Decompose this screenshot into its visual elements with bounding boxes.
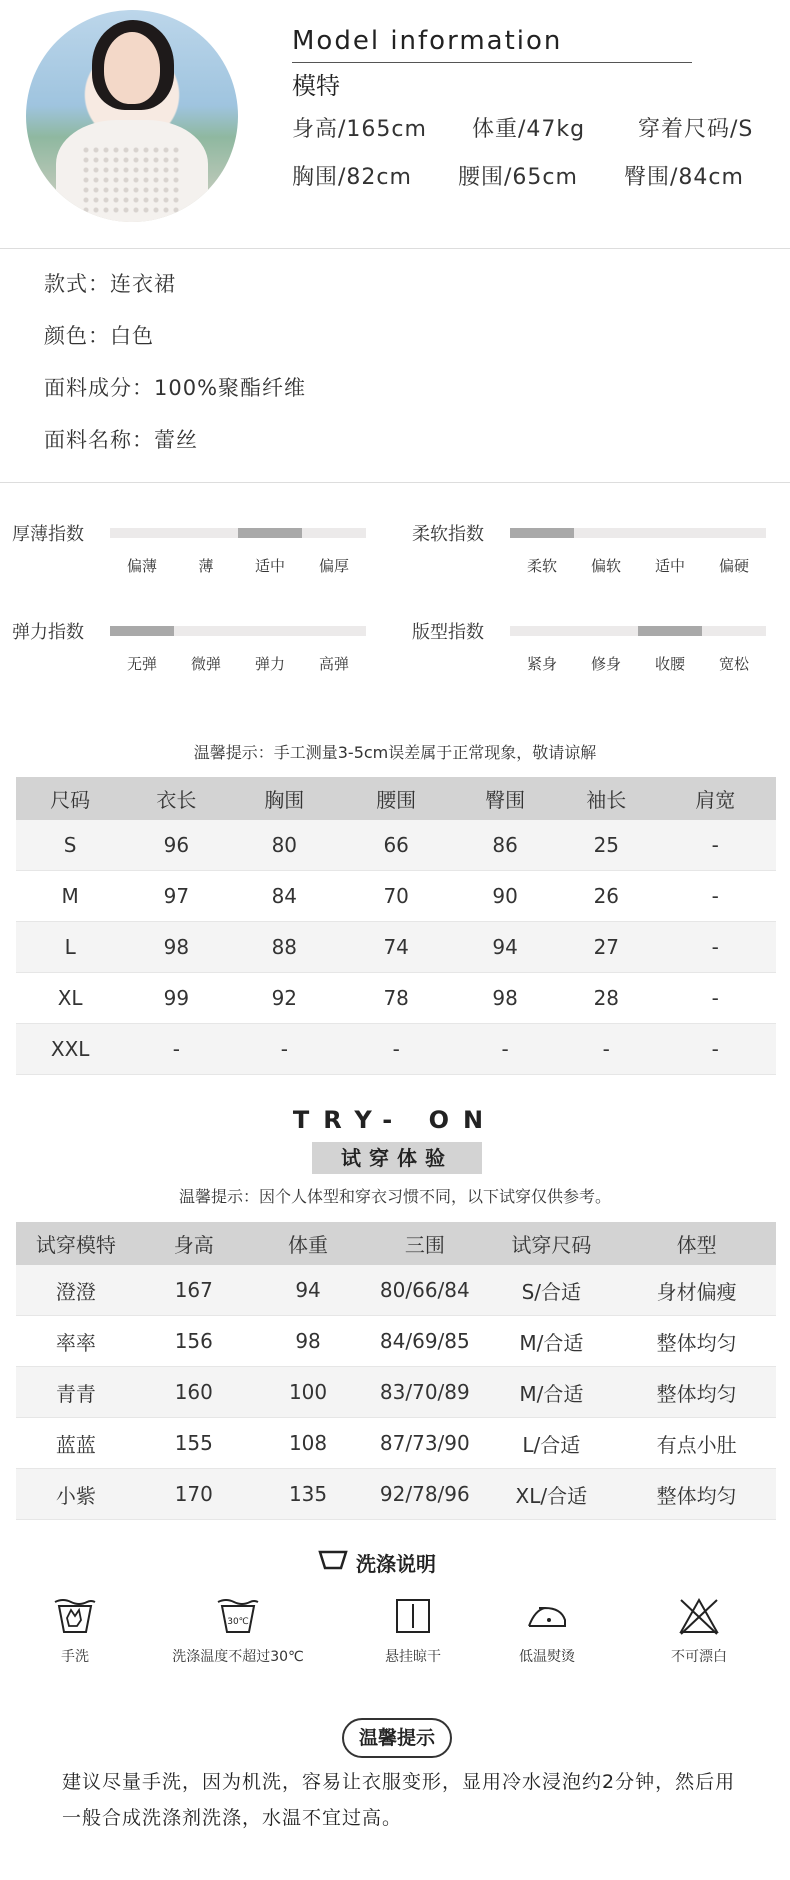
hand-wash-icon [53, 1596, 97, 1636]
table-cell: 92/78/96 [364, 1469, 485, 1520]
index-tick: 微弹 [190, 655, 221, 673]
table-cell: 170 [136, 1469, 252, 1520]
wash-item-hand [0, 1596, 150, 1666]
index-tick: 薄 [198, 557, 214, 575]
table-cell: 74 [340, 922, 452, 973]
table-cell: 70 [340, 871, 452, 922]
model-bust: 胸围/82cm [292, 165, 412, 190]
wash-item-bleach [624, 1596, 774, 1666]
table-cell: 整体均匀 [617, 1367, 776, 1418]
table-cell: 有点小肚 [617, 1418, 776, 1469]
table-cell: - [654, 973, 776, 1024]
no-bleach-icon [677, 1596, 721, 1636]
table-cell: 155 [136, 1418, 252, 1469]
divider [0, 482, 790, 483]
table-cell: 青青 [16, 1367, 136, 1418]
model-hip: 臀围/84cm [624, 165, 744, 190]
wash-item-iron [472, 1596, 622, 1666]
table-cell: XXL [16, 1024, 124, 1075]
table-cell: 98 [252, 1316, 364, 1367]
index-tick: 收腰 [654, 655, 685, 673]
table-cell: XL [16, 973, 124, 1024]
column-header: 肩宽 [654, 777, 776, 820]
table-cell: XL/合适 [485, 1469, 617, 1520]
wash-30c-icon [216, 1596, 260, 1636]
table-cell: 97 [124, 871, 228, 922]
hang-dry-icon [391, 1596, 435, 1636]
table-cell: 80 [228, 820, 340, 871]
table-row [16, 820, 776, 871]
title-underline [292, 62, 692, 63]
index-label-thickness: 厚薄指数 [12, 524, 84, 545]
table-row [16, 871, 776, 922]
table-cell: 27 [558, 922, 654, 973]
table-cell: S [16, 820, 124, 871]
basin-icon [318, 1548, 348, 1572]
table-cell: 94 [452, 922, 558, 973]
index-label-fit: 版型指数 [412, 622, 484, 643]
index-marker [510, 528, 574, 538]
index-tick: 偏厚 [318, 557, 349, 575]
index-tick: 适中 [254, 557, 285, 575]
table-cell: 99 [124, 973, 228, 1024]
index-track-softness [510, 528, 766, 538]
table-cell: 108 [252, 1418, 364, 1469]
tryon-subtitle: 试穿体验 [312, 1142, 482, 1174]
table-cell: 66 [340, 820, 452, 871]
table-cell: 28 [558, 973, 654, 1024]
column-header: 腰围 [340, 777, 452, 820]
table-cell: S/合适 [485, 1265, 617, 1316]
column-header: 袖长 [558, 777, 654, 820]
table-cell: 80/66/84 [364, 1265, 485, 1316]
model-photo [26, 10, 238, 222]
model-height: 身高/165cm [292, 117, 427, 142]
table-cell: - [654, 1024, 776, 1075]
wash-item-hang [338, 1596, 488, 1666]
index-tick: 偏软 [590, 557, 621, 575]
table-cell: - [654, 922, 776, 973]
index-tick: 修身 [590, 655, 621, 673]
table-cell: 160 [136, 1367, 252, 1418]
table-cell: - [654, 820, 776, 871]
model-info-title: Model information [292, 26, 563, 56]
wash-label: 洗涤温度不超过30℃ [172, 1649, 304, 1665]
table-cell: L/合适 [485, 1418, 617, 1469]
table-cell: M/合适 [485, 1316, 617, 1367]
table-cell: 98 [452, 973, 558, 1024]
table-cell: 87/73/90 [364, 1418, 485, 1469]
index-tick: 柔软 [526, 557, 557, 575]
table-cell: 84/69/85 [364, 1316, 485, 1367]
table-cell: 90 [452, 871, 558, 922]
tryon-table [16, 1222, 776, 1520]
divider [0, 248, 790, 249]
table-row [16, 1024, 776, 1075]
column-header: 胸围 [228, 777, 340, 820]
index-marker [638, 626, 702, 636]
index-tick: 高弹 [318, 655, 349, 673]
tip-body: 建议尽量手洗，因为机洗，容易让衣服变形，显用冷水浸泡约2分钟，然后用一般合成洗涤剂洗涤，水温不宜过高。 [62, 1771, 736, 1829]
table-cell: 25 [558, 820, 654, 871]
index-tick: 宽松 [718, 655, 749, 673]
table-cell: - [654, 871, 776, 922]
table-cell: - [124, 1024, 228, 1075]
table-cell: - [452, 1024, 558, 1075]
low-iron-icon [525, 1596, 569, 1636]
column-header: 衣长 [124, 777, 228, 820]
index-marker [238, 528, 302, 538]
table-cell: 整体均匀 [617, 1469, 776, 1520]
index-tick: 适中 [654, 557, 685, 575]
table-cell: 167 [136, 1265, 252, 1316]
tryon-title: TRY- ON [292, 1106, 498, 1134]
index-label-elasticity: 弹力指数 [12, 622, 84, 643]
index-label-softness: 柔软指数 [412, 524, 484, 545]
wash-label: 悬挂晾干 [385, 1649, 441, 1665]
wash-label: 低温熨烫 [519, 1649, 575, 1665]
table-cell: 94 [252, 1265, 364, 1316]
column-header: 尺码 [16, 777, 124, 820]
wash-temp-text: 30℃ [227, 1617, 249, 1627]
table-row [16, 1316, 776, 1367]
table-cell: 小紫 [16, 1469, 136, 1520]
table-cell: 100 [252, 1367, 364, 1418]
model-waist: 腰围/65cm [458, 165, 578, 190]
table-row [16, 1265, 776, 1316]
index-tick: 弹力 [254, 655, 285, 673]
table-cell: 澄澄 [16, 1265, 136, 1316]
tip-title: 温馨提示 [342, 1718, 452, 1758]
table-cell: M/合适 [485, 1367, 617, 1418]
index-tick: 无弹 [126, 655, 157, 673]
size-note: 温馨提示：手工测量3-5cm误差属于正常现象，敬请谅解 [193, 743, 597, 762]
table-row [16, 922, 776, 973]
index-tick: 偏硬 [718, 557, 749, 575]
attr-composition: 面料成分：100%聚酯纤维 [44, 376, 307, 400]
table-cell: 26 [558, 871, 654, 922]
table-cell: - [228, 1024, 340, 1075]
table-cell: 84 [228, 871, 340, 922]
column-header: 身高 [136, 1222, 252, 1265]
index-track-thickness [110, 528, 366, 538]
size-table [16, 777, 776, 1075]
table-cell: 88 [228, 922, 340, 973]
table-cell: 蓝蓝 [16, 1418, 136, 1469]
attr-color: 颜色：白色 [44, 324, 154, 348]
index-marker [110, 626, 174, 636]
table-cell: M [16, 871, 124, 922]
attr-fabric: 面料名称：蕾丝 [44, 428, 198, 452]
table-row [16, 973, 776, 1024]
table-cell: 86 [452, 820, 558, 871]
table-cell: 92 [228, 973, 340, 1024]
column-header: 三围 [364, 1222, 485, 1265]
table-cell: - [340, 1024, 452, 1075]
model-label: 模特 [292, 72, 340, 100]
column-header: 体型 [617, 1222, 776, 1265]
column-header: 臀围 [452, 777, 558, 820]
tryon-note: 温馨提示：因个人体型和穿衣习惯不同，以下试穿仅供参考。 [178, 1187, 611, 1206]
table-cell: 整体均匀 [617, 1316, 776, 1367]
table-cell: 96 [124, 820, 228, 871]
index-tick: 紧身 [526, 655, 557, 673]
column-header: 试穿模特 [16, 1222, 136, 1265]
table-cell: 率率 [16, 1316, 136, 1367]
model-weight: 体重/47kg [472, 117, 586, 142]
table-cell: 98 [124, 922, 228, 973]
column-header: 试穿尺码 [485, 1222, 617, 1265]
table-cell: L [16, 922, 124, 973]
table-cell: 身材偏瘦 [617, 1265, 776, 1316]
table-cell: 156 [136, 1316, 252, 1367]
wash-item-30c [148, 1596, 328, 1666]
model-size: 穿着尺码/S [638, 117, 754, 142]
index-track-elasticity [110, 626, 366, 636]
wash-label: 手洗 [61, 1649, 89, 1665]
table-row [16, 1418, 776, 1469]
index-tick: 偏薄 [126, 557, 157, 575]
table-row [16, 1367, 776, 1418]
table-cell: 78 [340, 973, 452, 1024]
column-header: 体重 [252, 1222, 364, 1265]
index-track-fit [510, 626, 766, 636]
table-cell: 135 [252, 1469, 364, 1520]
wash-title: 洗涤说明 [356, 1552, 436, 1576]
table-cell: 83/70/89 [364, 1367, 485, 1418]
table-cell: - [558, 1024, 654, 1075]
wash-label: 不可漂白 [671, 1649, 727, 1665]
attr-style: 款式：连衣裙 [44, 272, 176, 296]
table-row [16, 1469, 776, 1520]
